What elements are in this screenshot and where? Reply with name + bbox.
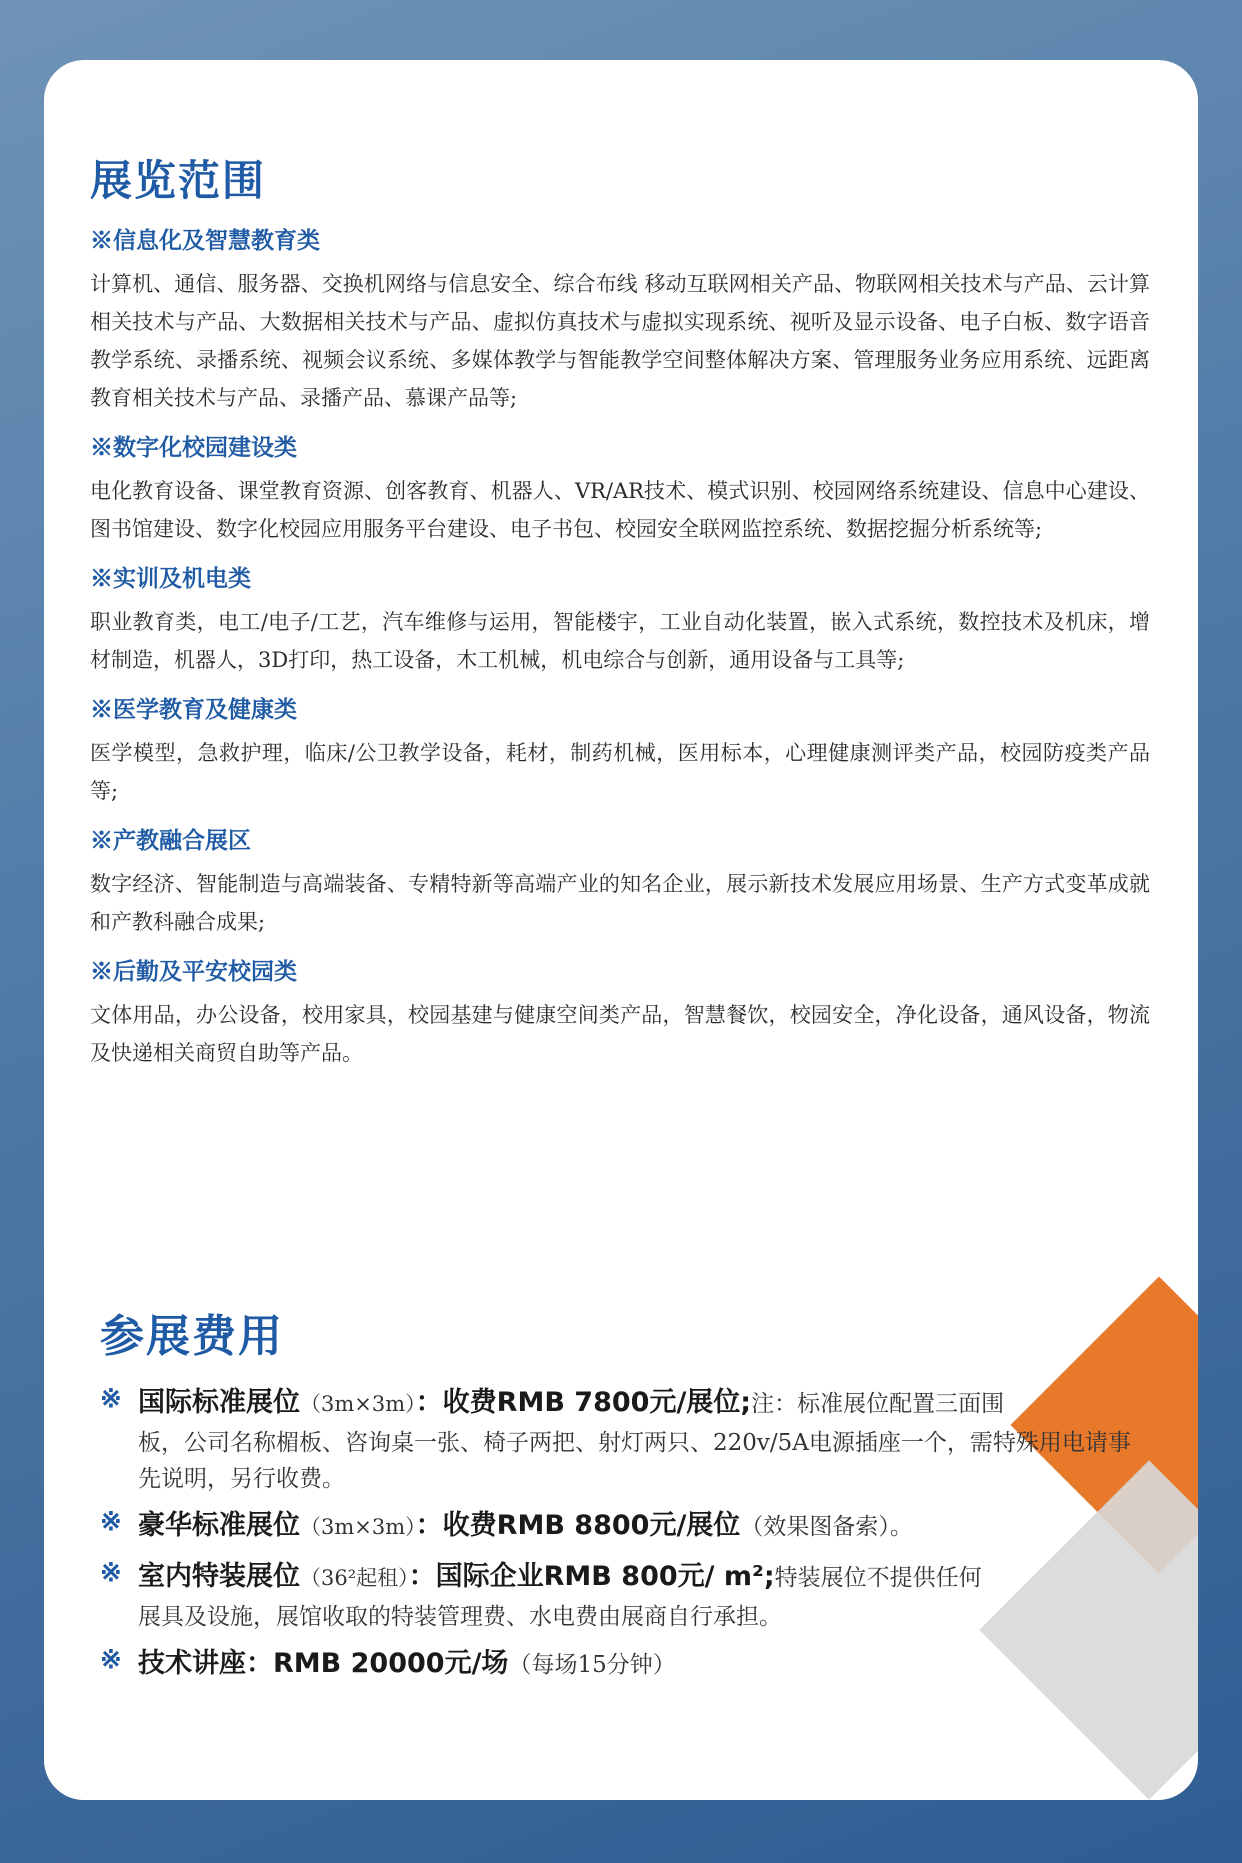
fee-item xyxy=(100,1556,1150,1635)
reference-mark-icon: ※ xyxy=(100,1507,122,1537)
fee-item xyxy=(100,1505,1150,1548)
fee-note: 注：标准展位配置三面围 xyxy=(751,1391,1005,1417)
reference-mark-icon: ※ xyxy=(100,1558,122,1588)
fee-spec: （3m×3m） xyxy=(300,1392,416,1416)
category-desc: 文体用品，办公设备，校用家具，校园基建与健康空间类产品，智慧餐饮，校园安全，净化设备，通风设备，物流及快递相关商贸自助等产品。 xyxy=(90,1003,1150,1065)
fee-price: ：收费RMB 7800元/展位; xyxy=(415,1387,752,1418)
fee-name: 国际标准展位 xyxy=(138,1387,300,1418)
reference-mark-icon: ※ xyxy=(100,1645,122,1675)
category-block xyxy=(90,953,1150,1072)
fee-continuation: 板，公司名称楣板、咨询桌一张、椅子两把、射灯两只、220v/5A电源插座一个，需特殊用电请事先说明，另行收费。 xyxy=(138,1430,1131,1492)
scope-title: 展览范围 xyxy=(90,156,267,205)
category-block xyxy=(90,429,1150,548)
fee-item xyxy=(100,1382,1150,1497)
category-title: ※医学教育及健康类 xyxy=(90,696,297,723)
exhibition-fees-section xyxy=(100,1300,1150,1694)
fee-note: （效果图备索）。 xyxy=(740,1514,913,1540)
fee-spec: （36²起租） xyxy=(300,1566,409,1590)
category-block xyxy=(90,222,1150,417)
category-block xyxy=(90,691,1150,810)
category-title: ※数字化校园建设类 xyxy=(90,434,297,461)
exhibition-scope-section xyxy=(90,148,1150,1082)
category-block xyxy=(90,560,1150,679)
category-title: ※实训及机电类 xyxy=(90,565,251,592)
fee-price: ：国际企业RMB 800元/ m²; xyxy=(408,1561,775,1592)
fee-price: ：收费RMB 8800元/展位 xyxy=(415,1510,741,1541)
fee-name: 室内特装展位 xyxy=(138,1561,300,1592)
fee-note: （每场15分钟） xyxy=(508,1652,676,1678)
fees-title: 参展费用 xyxy=(100,1311,284,1362)
reference-mark-icon: ※ xyxy=(100,1384,122,1414)
fee-name: 技术讲座 xyxy=(138,1648,246,1679)
fee-continuation: 展具及设施，展馆收取的特装管理费、水电费由展商自行承担。 xyxy=(138,1604,782,1630)
category-block xyxy=(90,822,1150,941)
category-desc: 医学模型，急救护理，临床/公卫教学设备，耗材，制药机械，医用标本，心理健康测评类产品，校园防疫类产品等; xyxy=(90,741,1150,803)
fee-name: 豪华标准展位 xyxy=(138,1510,300,1541)
category-title: ※信息化及智慧教育类 xyxy=(90,227,320,254)
fee-item xyxy=(100,1643,1150,1686)
fee-price: ：RMB 20000元/场 xyxy=(246,1648,509,1679)
category-desc: 电化教育设备、课堂教育资源、创客教育、机器人、VR/AR技术、模式识别、校园网络系统建设、信息中心建设、图书馆建设、数字化校园应用服务平台建设、电子书包、校园安全联网监控系统、数据挖掘分析系统等; xyxy=(90,479,1150,541)
category-desc: 数字经济、智能制造与高端装备、专精特新等高端产业的知名企业，展示新技术发展应用场景、生产方式变革成就和产教科融合成果; xyxy=(90,872,1150,934)
category-title: ※产教融合展区 xyxy=(90,827,251,854)
category-desc: 职业教育类，电工/电子/工艺，汽车维修与运用，智能楼宇，工业自动化装置，嵌入式系统，数控技术及机床，增材制造，机器人，3D打印，热工设备，木工机械，机电综合与创新，通用设备与工具等; xyxy=(90,610,1150,672)
fee-spec: （3m×3m） xyxy=(300,1515,416,1539)
category-desc: 计算机、通信、服务器、交换机网络与信息安全、综合布线 移动互联网相关产品、物联网相关技术与产品、云计算相关技术与产品、大数据相关技术与产品、虚拟仿真技术与虚拟实现系统、视听及显示设备、电子白板、数字语音教学系统、录播系统、视频会议系统、多媒体教学与智能教学空间整体解决方案、管理服务业务应用系统、远距离教育相关技术与产品、录播产品、慕课产品等; xyxy=(90,272,1150,410)
fee-note: 特装展位不提供任何 xyxy=(774,1565,982,1591)
category-title: ※后勤及平安校园类 xyxy=(90,958,297,985)
